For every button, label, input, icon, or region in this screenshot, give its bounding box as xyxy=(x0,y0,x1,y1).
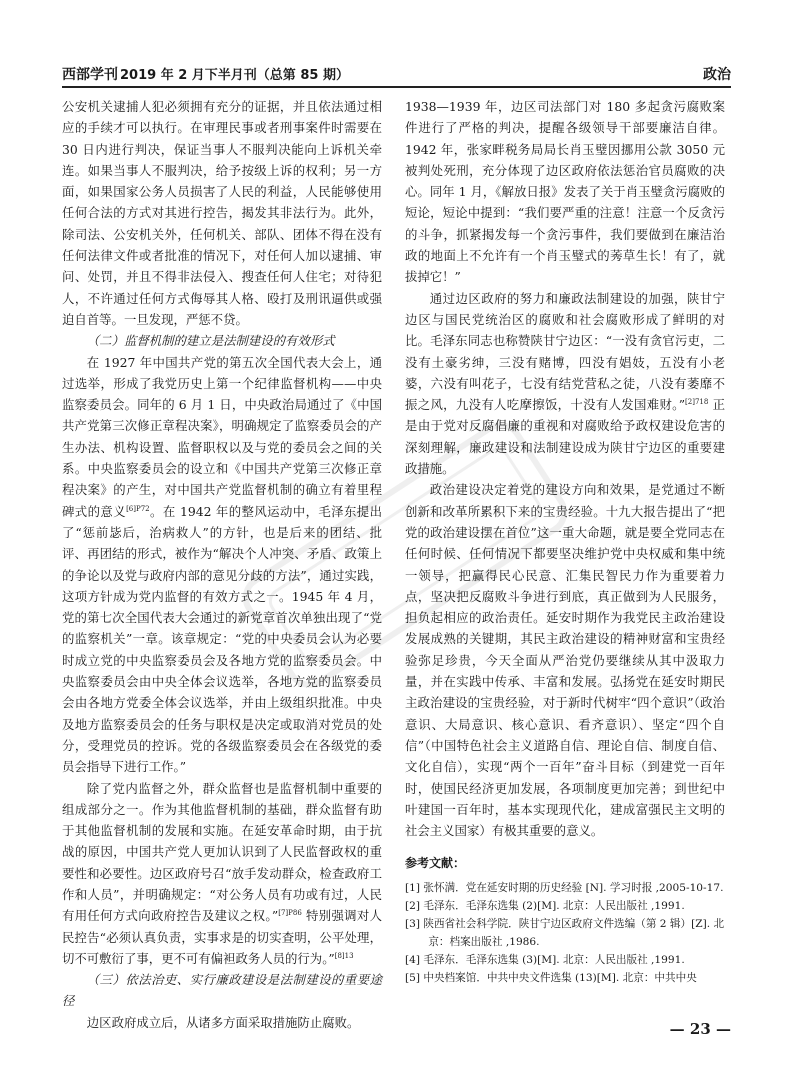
body-paragraph: 政治建设决定着党的建设方向和效果，是党通过不断创新和改革所累积下来的宝贵经验。十九大报告提出了“把党的政治建设摆在首位”这一重大命题，就是要全党同志在任何时候、任何情况下都要坚决维护党中央权威和集中统一领导，把赢得民心民意、汇集民智民力作为重要着力点，坚决把反腐败斗争进行到底，真正做到为人民服务，担负起相应的政治责任。延安时期作为我党民主政治建设发展成熟的关键期，其民主政治建设的精神财富和宝贵经验弥足珍贵，今天全面从严治党仍要继续从其中汲取力量，并在实践中传承、丰富和发展。弘扬党在延安时期民主政治建设的宝贵经验，对于新时代树牢“四个意识”（政治意识、大局意识、核心意识、看齐意识）、坚定“四个自信”（中国特色社会主义道路自信、理论自信、制度自信、文化自信），实现“两个一百年”奋斗目标（到建党一百年时，使国民经济更加发展，各项制度更加完善；到世纪中叶建国一百年时，基本实现现代化，建成富强民主文明的社会主义国家）有极其重要的意义。 xyxy=(405,482,725,839)
body-paragraph: 通过边区政府的努力和廉政法制建设的加强，陕甘宁边区与国民党统治区的腐败和社会腐败形成了鲜明的对比。毛泽东同志也称赞陕甘宁边区：“一没有贪官污吏，二没有土豪劣绅，三没有赌博，四没有娼妓，五没有小老婆，六没有叫花子，七没有结党营私之徒，八没有萎靡不振之风，九没有人吃摩擦饭，十没有人发国难财。”$^{[2]718}$ 正是由于党对反腐倡廉的重视和对腐败给予政权建设危害的深刻理解，廉政建设和法制建设成为陕甘宁边区的重要建政措施。 xyxy=(405,290,725,477)
page-number: — 23 — xyxy=(669,1020,731,1038)
body-paragraph: 在 1927 年中国共产党的第五次全国代表大会上，通过选举，形成了我党历史上第一个纪律监督机构——中央监察委员会。同年的 6 月 1 日，中央政治局通过了《中国共产党第三次修正章程决案》，明确规定了监察委员会的产生办法、机构设置、监督职权以及与党的委员会之间的关系。中央监察委员会的设立和《中国共产党第三次修正章程决案》的产生，对中国共产党监督机制的确立有着里程碑式的意义$^{[6]P72}$。在 1942 年的整风运动中，毛泽东提出了“惩前毖后，治病救人”的方针，也是后来的团结、批评、再团结的形式，被作为“解决个人冲突、矛盾、政策上的争论以及党与政府内部的意见分歧的方法”，通过实践，这项方针成为党内监督的有效方式之一。1945 年 4 月，党的第七次全国代表大会通过的新党章首次单独出现了“党的监察机关”一章。该章规定：“党的中央委员会认为必要时成立党的中央监察委员会及各地方党的监察委员会。中央监察委员会由中央全体会议选举，各地方党的监察委员会由各地方党委全体会议选举，并由上级组织批准。中央及地方监察委员会的任务与职权是决定或取消对党员的处分，受理党员的控诉。党的各级监察委员会在各级党的委员会指导下进行工作。” xyxy=(62,354,383,775)
reference-list xyxy=(405,879,725,987)
reference-item: [4] 毛泽东．毛泽东选集 (3)[M]. 北京：人民出版社 ,1991. xyxy=(405,953,685,966)
journal-issue-line xyxy=(62,64,349,84)
subsection-heading: （二）监督机制的建立是法制建设的有效形式 xyxy=(86,333,335,349)
references-heading: 参考文献： xyxy=(405,856,466,871)
reference-item: [3] 陕西省社会科学院．陕甘宁边区政府文件选编（第 2 辑）[Z]. 北京：档案出版社 ,1986. xyxy=(405,917,725,948)
citation-mark: [2]718 xyxy=(685,398,709,407)
body-paragraph: 除了党内监督之外，群众监督也是监督机制中重要的组成部分之一。作为其他监督机制的基础，群众监督有助于其他监督机制的发展和实施。在延安革命时期，由于抗战的原因，中国共产党人更加认识到了人民监督政权的重要性和必要性。边区政府号召“放手发动群众，检查政府工作和人员”，并明确规定：“对公务人员有功或有过，人民有用任何方式向政府控告及建议之权。”$^{[7]P86}$ 特别强调对人民控告“必须认真负责，实事求是的切实查明，公平处理，切不可敷衍了事，更不可有偏袒政务人员的行为。”$^{[8]13}$ xyxy=(62,780,382,966)
citation-mark: [7]P86 xyxy=(278,909,302,918)
citation-mark: [6]P72 xyxy=(126,504,150,513)
running-header xyxy=(62,58,731,88)
section-label: 政治 xyxy=(703,67,731,83)
body-paragraph: 公安机关逮捕人犯必须拥有充分的证据，并且依法通过相应的手续才可以执行。在审理民事或者刑事案件时需要在 30 日内进行判决，保证当事人不服判决能向上诉机关牵连。如果当事人不服判决，给予按级上诉的权利；另一方面，如果国家公务人员损害了人民的利益，人民能够使用任何合法的方式对其进行控告，揭发其非法行为。此外，除司法、公安机关外，任何机关、部队、团体不得在没有任何法律文件或者批准的情况下，对任何人加以逮捕、审问、处罚，并且不得非法侵入、搜查任何人住宅；对待犯人，不许通过任何方式侮辱其人格、殴打及刑讯逼供或强迫自首等。一旦发现，严惩不贷。 xyxy=(62,99,382,327)
reference-item: [5] 中央档案馆．中共中央文件选集 (13)[M]. 北京：中共中央 xyxy=(405,971,697,984)
right-column xyxy=(405,96,725,987)
body-paragraph: 边区政府成立后，从诸多方面采取措施防止腐败。 xyxy=(86,1014,360,1030)
citation-mark: [8]13 xyxy=(334,951,354,960)
left-column xyxy=(62,96,382,1033)
reference-item: [1] 张怀满．党在延安时期的历史经验 [N]. 学习时报 ,2005-10-17. xyxy=(405,881,724,894)
reference-item: [2] 毛泽东．毛泽东选集 (2)[M]. 北京：人民出版社 ,1991. xyxy=(405,899,685,912)
subsection-heading: （三）依法治吏、实行廉政建设是法制建设的重要途径 xyxy=(62,972,382,1009)
issue-info: 2019 年 2 月下半月刊（总第 85 期） xyxy=(120,68,349,83)
body-paragraph: 1938—1939 年，边区司法部门对 180 多起贪污腐败案件进行了严格的判决，提醒各级领导干部要廉洁自律。1942 年，张家畔税务局局长肖玉璧因挪用公款 3050 元被判处死刑，充分体现了边区政府依法惩治官员腐败的决心。同年 1 月，《解放日报》发表了关于肖玉璧贪污腐败的短论，短论中提到：“我们要严重的注意！注意一个反贪污的斗争，抓紧揭发每一个贪污事件，我们要做到在廉洁治政的地面上不允许有一个肖玉璧式的莠草生长！有了，就拔掉它！” xyxy=(405,99,725,285)
journal-logo: 西部学刊 xyxy=(62,67,118,83)
